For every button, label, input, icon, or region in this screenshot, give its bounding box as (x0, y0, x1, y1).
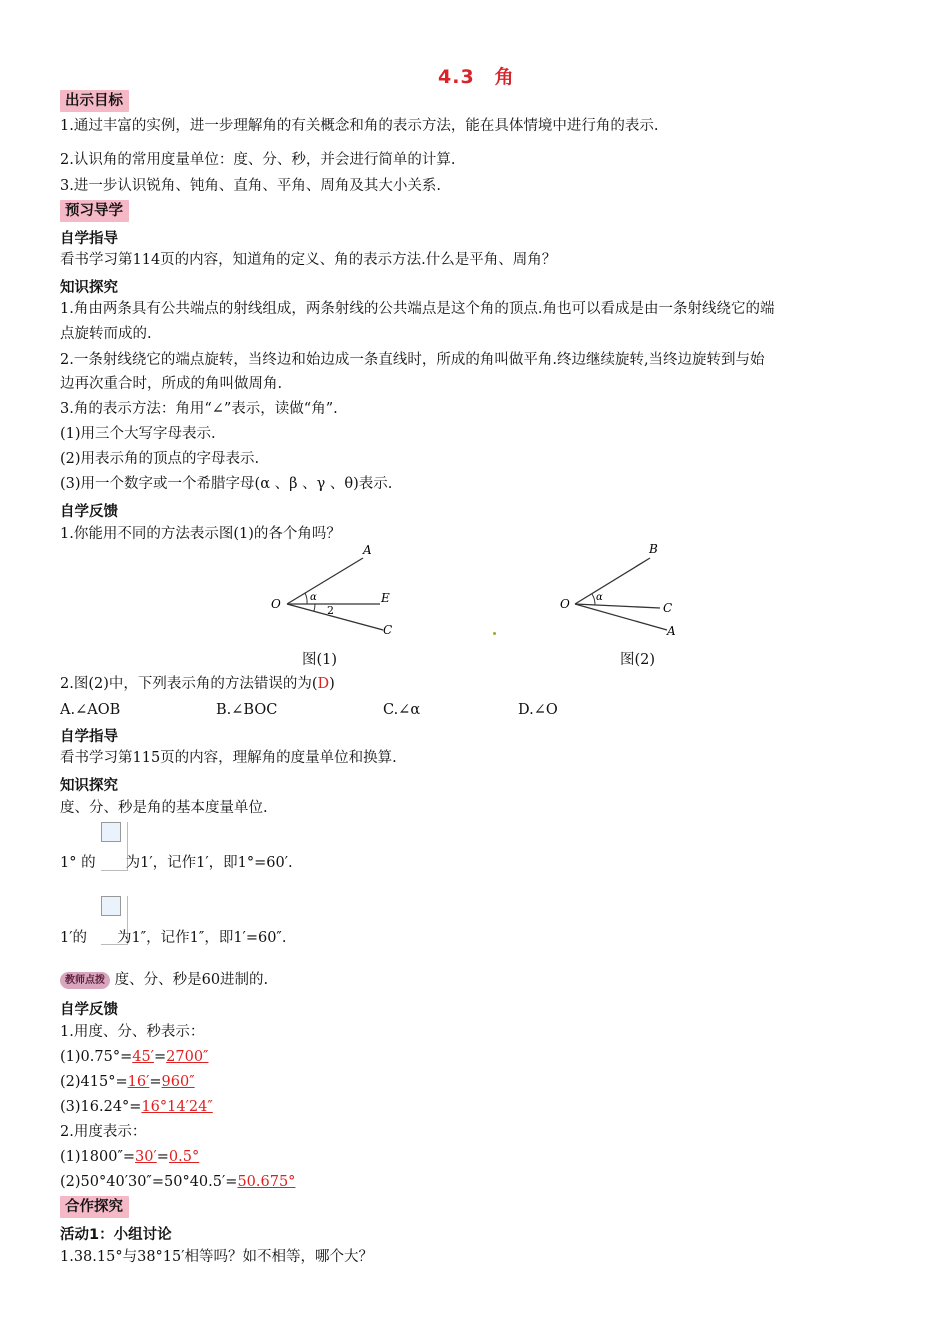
goal-3: 3.进一步认识锐角、钝角、直角、平角、周角及其大小关系. (60, 178, 441, 194)
knowledge-3-1: (1)用三个大写字母表示. (60, 426, 216, 442)
image-placeholder-icon (101, 896, 121, 916)
knowledge-3-3: (3)用一个数字或一个希腊字母(α 、β 、γ 、θ)表示. (60, 476, 393, 492)
degree-definition (60, 853, 293, 873)
option-a: A.∠AOB (60, 702, 121, 718)
knowledge-2a: 2.一条射线绕它的端点旋转，当终边和始边成一条直线时，所成的角叫做平角.终边继续旋转,当终边旋转到与始 (60, 352, 765, 368)
label-c: C (383, 623, 393, 637)
f1-2-pre: (2)415°= (60, 1074, 128, 1090)
stray-mark (493, 632, 496, 635)
figure-2 (555, 540, 695, 640)
question-2-answer: D (317, 676, 330, 692)
guide-text-2: 看书学习第115页的内容，理解角的度量单位和换算. (60, 750, 397, 766)
subhead-explore-1: 知识探究 (60, 280, 118, 296)
feedback-1: 1.用度、分、秒表示： (60, 1024, 205, 1040)
knowledge-1a: 1.角由两条具有公共端点的射线组成，两条射线的公共端点是这个角的顶点.角也可以看成是由一条射线绕它的端 (60, 301, 775, 317)
label-o: O (560, 597, 570, 611)
feedback-1-2 (60, 1072, 195, 1092)
question-1: 1.你能用不同的方法表示图(1)的各个角吗？ (60, 526, 341, 542)
goal-1: 1.通过丰富的实例，进一步理解角的有关概念和角的表示方法，能在具体情境中进行角的表示. (60, 118, 659, 134)
ray-oc (287, 604, 383, 630)
teacher-tip-badge: 教师点拨 (60, 972, 110, 989)
teacher-tip (60, 970, 268, 990)
knowledge-1b: 点旋转而成的. (60, 326, 152, 342)
units-text: 度、分、秒是角的基本度量单位. (60, 800, 268, 816)
label-o: O (271, 597, 281, 611)
figure-2-caption: 图(2) (620, 652, 656, 668)
minute-definition (60, 928, 286, 948)
degree-def-post: 为1′，记作1′，即1°=60′. (125, 855, 293, 871)
ray-oa (287, 558, 363, 604)
option-c: C.∠α (383, 702, 421, 718)
minute-def-pre: 1′的 (60, 930, 88, 946)
arc-alpha (592, 594, 595, 605)
feedback-1-1 (60, 1047, 208, 1067)
f1-2-mid: = (149, 1074, 162, 1090)
arc-2 (314, 604, 315, 611)
minute-def-post: 为1″，记作1″，即1′=60″. (117, 930, 287, 946)
question-2-text: 2.图(2)中，下列表示角的方法错误的为( (60, 676, 318, 692)
f2-1-answer-b: 0.5° (168, 1149, 200, 1165)
label-alpha: α (310, 592, 317, 603)
f1-2-answer-a: 16′ (127, 1074, 150, 1090)
feedback-1-3 (60, 1097, 213, 1117)
f1-2-answer-b: 960″ (161, 1074, 195, 1090)
page-title: 4.3 角 (438, 66, 515, 88)
f2-2-pre: (2)50°40′30″=50°40.5′= (60, 1174, 238, 1190)
label-e: E (381, 591, 390, 605)
activity-heading: 活动1：小组讨论 (60, 1227, 172, 1243)
question-2-close: ) (329, 676, 335, 692)
f2-1-answer-a: 30′ (135, 1149, 157, 1165)
f1-1-answer-b: 2700″ (166, 1049, 209, 1065)
section-badge-goals: 出示目标 (60, 90, 129, 112)
activity-question-1: 1.38.15°与38°15′相等吗？如不相等，哪个大？ (60, 1249, 374, 1265)
feedback-2-1 (60, 1147, 199, 1167)
label-b: B (649, 542, 658, 556)
f2-1-pre: (1)1800″= (60, 1149, 136, 1165)
label-alpha: α (596, 592, 603, 603)
label-c: C (663, 601, 673, 615)
f1-1-mid: = (153, 1049, 167, 1065)
f1-1-pre: (1)0.75°= (60, 1049, 133, 1065)
f1-3-pre: (3)16.24°= (60, 1099, 142, 1115)
knowledge-2b: 边再次重合时，所成的角叫做周角. (60, 376, 283, 392)
f1-1-answer-a: 45′ (132, 1049, 154, 1065)
label-a: A (363, 543, 372, 557)
figure-1 (265, 540, 405, 640)
subhead-explore-2: 知识探究 (60, 778, 118, 794)
section-badge-coop: 合作探究 (60, 1196, 129, 1218)
degree-def-pre: 1° 的 (60, 855, 96, 871)
subhead-feedback-1: 自学反馈 (60, 504, 118, 520)
option-b: B.∠BOC (216, 702, 278, 718)
subhead-guide-2: 自学指导 (60, 729, 118, 745)
figure-1-caption: 图(1) (302, 652, 338, 668)
feedback-2-2 (60, 1172, 295, 1192)
goal-2: 2.认识角的常用度量单位：度、分、秒，并会进行简单的计算. (60, 152, 456, 168)
f2-1-mid: = (156, 1149, 169, 1165)
arc-alpha (305, 593, 307, 604)
label-a: A (667, 624, 676, 638)
guide-text-1: 看书学习第114页的内容，知道角的定义、角的表示方法.什么是平角、周角？ (60, 252, 557, 268)
knowledge-3: 3.角的表示方法：角用“∠”表示，读做“角”. (60, 401, 338, 417)
knowledge-3-2: (2)用表示角的顶点的字母表示. (60, 451, 260, 467)
section-badge-preview: 预习导学 (60, 200, 129, 222)
f2-2-answer: 50.675° (237, 1174, 296, 1190)
feedback-2: 2.用度表示： (60, 1124, 147, 1140)
ray-ob (575, 558, 650, 604)
f1-3-answer: 16°14′24″ (141, 1099, 213, 1115)
label-two: 2 (327, 604, 334, 617)
teacher-tip-text: 度、分、秒是60进制的. (114, 972, 269, 988)
subhead-feedback-2: 自学反馈 (60, 1002, 118, 1018)
image-placeholder-icon (101, 822, 121, 842)
option-d: D.∠O (518, 702, 558, 718)
subhead-guide-1: 自学指导 (60, 231, 118, 247)
question-2 (60, 674, 335, 694)
